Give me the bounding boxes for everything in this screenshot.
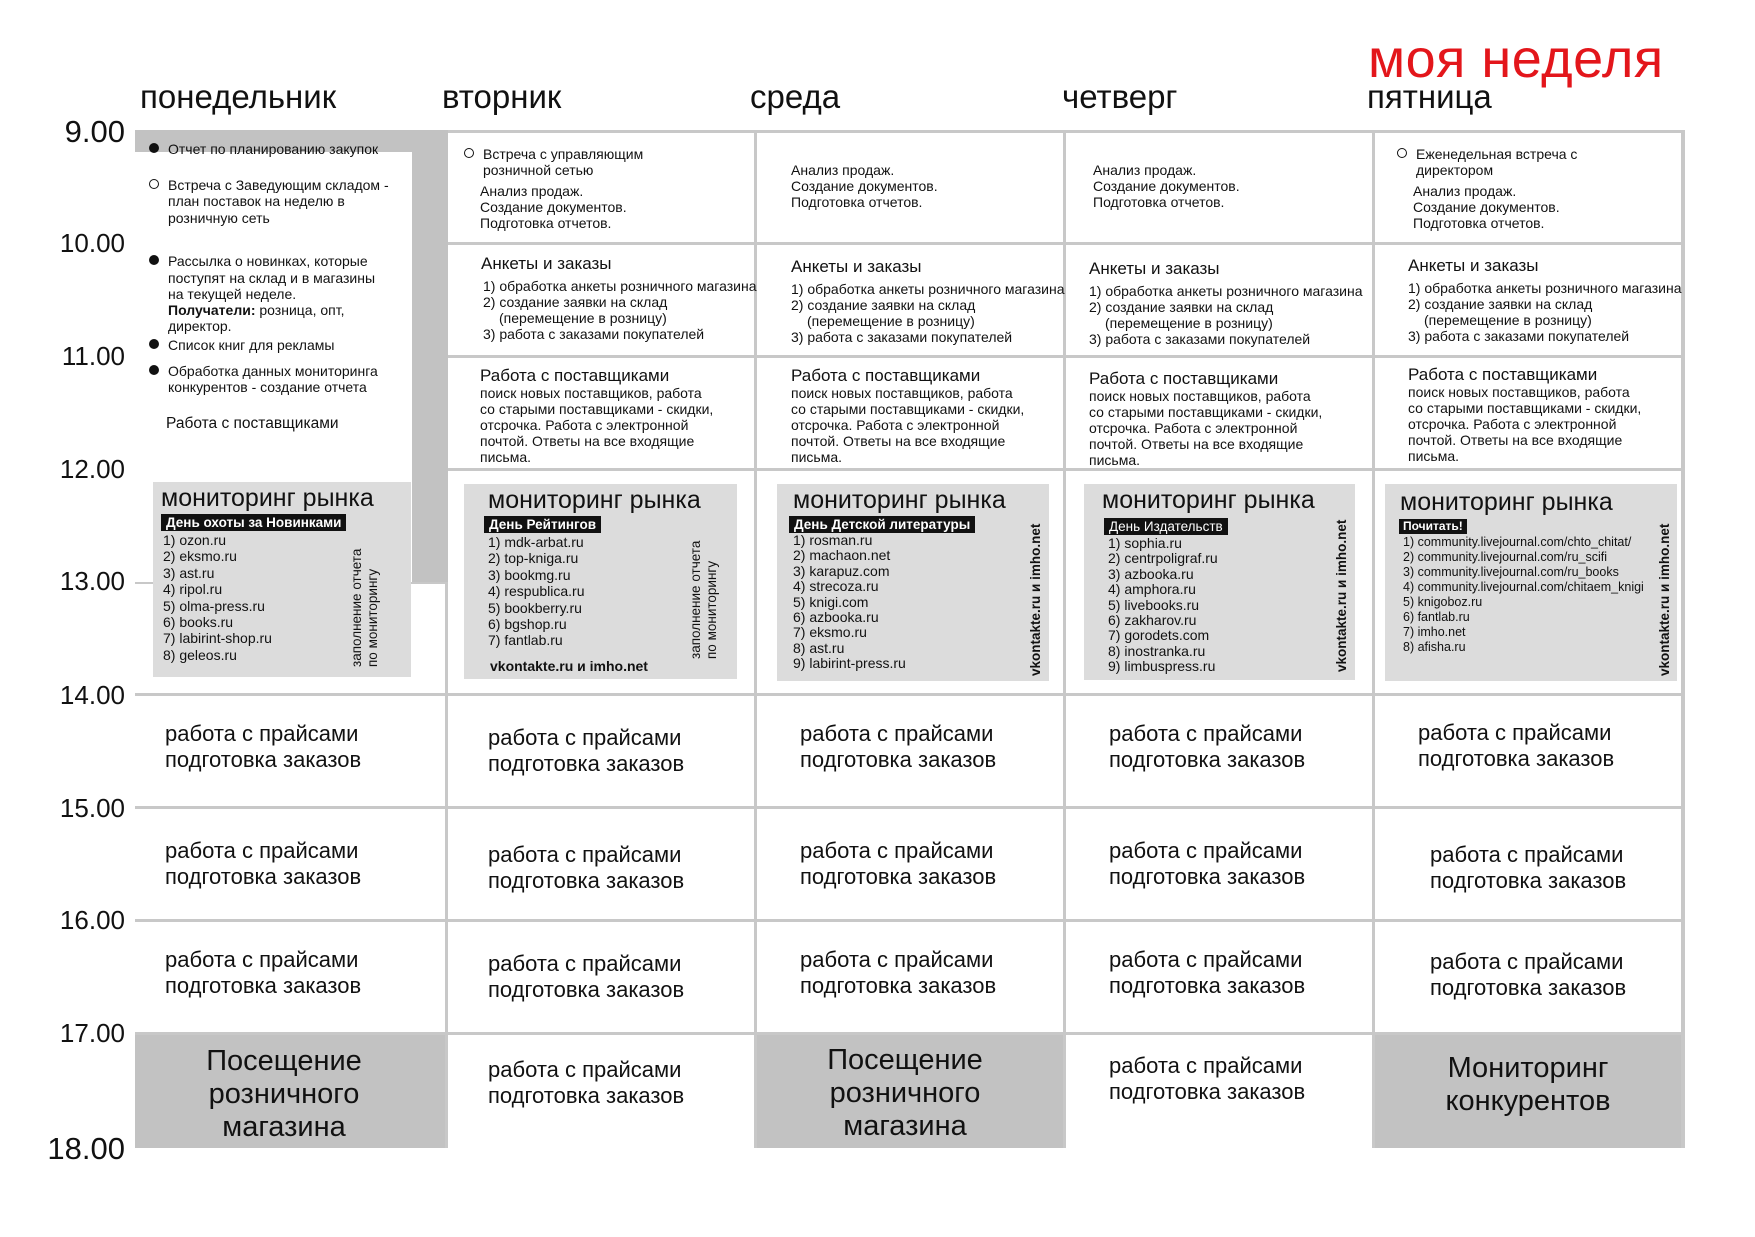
tuesday-slot-12 — [448, 471, 754, 693]
forms-line: 2) создание заявки на склад — [791, 297, 976, 313]
open-bullet-icon — [149, 179, 159, 189]
day-header-tuesday: вторник — [442, 78, 562, 115]
site-item: 3) community.livejournal.com/ru_books — [1403, 565, 1619, 579]
tuesday-slot-15: работа с прайсами подготовка заказов — [448, 809, 754, 919]
hour-label: 11.00 — [61, 341, 125, 371]
site-item: 5) knigoboz.ru — [1403, 595, 1483, 609]
analysis-line: Подготовка отчетов. — [480, 215, 612, 231]
monday-slot-16: работа с прайсами подготовка заказов — [135, 922, 445, 1032]
wednesday-slot-10 — [757, 245, 1063, 355]
site-item: 4) respublica.ru — [488, 583, 585, 600]
suppliers-line: со старыми поставщиками - скидки, — [480, 401, 714, 417]
monday-task-3-line: директор. — [168, 318, 232, 334]
monitoring-tag: День Рейтингов — [484, 516, 601, 533]
monday-task-3-line: поступят на склад и в магазины — [168, 270, 376, 286]
monday-gray-bar — [412, 130, 448, 582]
vk-imho-label: vkontakte.ru и imho.net — [1657, 523, 1672, 676]
site-item: 4) amphora.ru — [1108, 581, 1196, 598]
site-item: 1) sophia.ru — [1108, 535, 1182, 551]
thursday-slot-12 — [1066, 471, 1372, 693]
recipients-label: Получатели: — [168, 302, 256, 318]
site-item: 6) zakharov.ru — [1108, 612, 1197, 629]
suppliers-line: отсрочка. Работа с электронной — [480, 417, 689, 433]
hour-label: 12.00 — [59, 454, 125, 484]
site-item: 7) labirint-shop.ru — [163, 630, 272, 647]
site-item: 6) azbooka.ru — [793, 609, 879, 626]
vk-imho-label: vkontakte.ru и imho.net — [1028, 523, 1043, 676]
friday-slot-14: работа с прайсами подготовка заказов — [1375, 696, 1681, 806]
site-item: 2) centrpoligraf.ru — [1108, 550, 1218, 567]
wednesday-slot-11 — [757, 358, 1063, 468]
hour-label: 17.00 — [59, 1018, 125, 1048]
thursday-slot-10 — [1066, 245, 1372, 355]
schedule-grid — [135, 130, 1685, 1148]
wednesday-slot-9 — [757, 133, 1063, 242]
site-item: 6) books.ru — [163, 614, 234, 631]
analysis-line: Создание документов. — [480, 199, 627, 215]
suppliers-line: поиск новых поставщиков, работа — [791, 385, 1013, 401]
site-item: 7) gorodets.com — [1108, 627, 1210, 644]
site-item: 7) imho.net — [1403, 625, 1466, 639]
tuesday-slot-14: работа с прайсами подготовка заказов — [448, 696, 754, 806]
wednesday-slot-15: работа с прайсами подготовка заказов — [757, 809, 1063, 919]
monday-task-1: Отчет по планированию закупок — [168, 141, 379, 157]
hour-label: 14.00 — [59, 680, 125, 710]
analysis-line: Анализ продаж. — [480, 183, 584, 199]
tuesday-meeting: Встреча с управляющим — [483, 146, 644, 162]
forms-line: (перемещение в розницу) — [499, 310, 667, 326]
hour-label: 15.00 — [59, 793, 125, 823]
site-item: 2) eksmo.ru — [163, 548, 237, 565]
site-item: 1) community.livejournal.com/chto_chitat/ — [1403, 535, 1632, 549]
monitoring-box-monday — [153, 482, 411, 677]
suppliers-line: письма. — [1089, 452, 1140, 468]
hour-label: 13.00 — [59, 566, 125, 596]
analysis-line: Анализ продаж. — [1413, 183, 1517, 199]
suppliers-title: Работа с поставщиками — [1408, 365, 1598, 384]
site-item: 3) ast.ru — [163, 564, 215, 581]
suppliers-line: поиск новых поставщиков, работа — [480, 385, 702, 401]
forms-line: (перемещение в розницу) — [1105, 315, 1273, 331]
site-item: 8) afisha.ru — [1403, 640, 1466, 654]
day-header-monday: понедельник — [140, 78, 337, 115]
monitoring-title: мониторинг рынка — [793, 486, 1006, 514]
suppliers-line: письма. — [791, 449, 842, 465]
monitoring-title: мониторинг рынка — [161, 484, 374, 512]
site-item: 9) labirint-press.ru — [793, 655, 906, 672]
monday-task-5-line: конкурентов - создание отчета — [168, 379, 367, 395]
monday-task-3-line: на текущей неделе. — [168, 286, 297, 302]
wednesday-slot-16: работа с прайсами подготовка заказов — [757, 922, 1063, 1032]
thursday-slot-9 — [1066, 133, 1372, 242]
forms-line: (перемещение в розницу) — [1424, 312, 1592, 328]
friday-meeting: Еженедельная встреча с — [1416, 146, 1578, 162]
forms-title: Анкеты и заказы — [1408, 256, 1539, 275]
wednesday-slot-12 — [757, 471, 1063, 693]
forms-line: 3) работа с заказами покупателей — [483, 326, 705, 342]
wednesday-store-visit: Посещение розничного магазина — [757, 1035, 1063, 1148]
day-header-wednesday: среда — [750, 78, 841, 115]
site-item: 3) karapuz.com — [793, 562, 890, 579]
suppliers-line: отсрочка. Работа с электронной — [1089, 420, 1298, 436]
forms-title: Анкеты и заказы — [481, 254, 612, 273]
monday-store-visit: Посещение розничного магазина — [135, 1035, 445, 1148]
forms-title: Анкеты и заказы — [791, 257, 922, 276]
suppliers-line: письма. — [480, 449, 531, 465]
site-item: 6) bgshop.ru — [488, 616, 567, 633]
day-header-friday: пятница — [1367, 78, 1492, 115]
monitoring-list — [1108, 536, 1218, 675]
monitoring-tag: Почитать! — [1399, 519, 1467, 534]
monitoring-box-tuesday — [464, 484, 737, 679]
forms-line: 1) обработка анкеты розничного магазина — [1089, 283, 1363, 299]
suppliers-line: отсрочка. Работа с электронной — [1408, 416, 1617, 432]
forms-line: 1) обработка анкеты розничного магазина — [1408, 280, 1682, 296]
site-item: 2) top-kniga.ru — [488, 550, 579, 567]
forms-line: 2) создание заявки на склад — [483, 294, 668, 310]
monday-task-2-line: розничную сеть — [168, 210, 270, 226]
tuesday-slot-17: работа с прайсами подготовка заказов — [448, 1035, 754, 1148]
hour-label: 9.00 — [64, 114, 125, 149]
thursday-slot-14: работа с прайсами подготовка заказов — [1066, 696, 1372, 806]
monday-task-3: Рассылка о новинках, которые — [168, 253, 368, 269]
suppliers-line: почтой. Ответы на все входящие — [1408, 432, 1623, 448]
tuesday-slot-11 — [448, 358, 754, 468]
monday-slot-15: работа с прайсами подготовка заказов — [135, 809, 445, 919]
suppliers-line: письма. — [1408, 448, 1459, 464]
suppliers-title: Работа с поставщиками — [791, 366, 981, 385]
site-item: 7) fantlab.ru — [488, 632, 563, 649]
wednesday-slot-14: работа с прайсами подготовка заказов — [757, 696, 1063, 806]
vk-imho-label: vkontakte.ru и imho.net — [1334, 519, 1349, 672]
tuesday-slot-16: работа с прайсами подготовка заказов — [448, 922, 754, 1032]
monitoring-box-friday — [1385, 484, 1677, 681]
monitoring-title: мониторинг рынка — [488, 486, 701, 514]
analysis-line: Подготовка отчетов. — [791, 194, 923, 210]
site-item: 7) eksmo.ru — [793, 624, 867, 641]
open-bullet-icon — [464, 148, 474, 158]
forms-line: 1) обработка анкеты розничного магазина — [791, 281, 1065, 297]
filled-bullet-icon — [149, 143, 159, 153]
analysis-line: Анализ продаж. — [791, 162, 895, 178]
friday-slot-10 — [1375, 245, 1681, 355]
monday-suppliers: Работа с поставщиками — [166, 415, 339, 432]
site-item: 9) limbuspress.ru — [1108, 658, 1216, 675]
forms-line: 1) обработка анкеты розничного магазина — [483, 278, 757, 294]
site-item: 1) rosman.ru — [793, 532, 873, 548]
thursday-slot-17: работа с прайсами подготовка заказов — [1066, 1035, 1372, 1148]
monitoring-list — [163, 532, 272, 663]
monitoring-box-thursday — [1084, 484, 1355, 680]
day-header-thursday: четверг — [1062, 78, 1178, 115]
site-item: 5) knigi.com — [793, 593, 869, 610]
site-item: 8) geleos.ru — [163, 646, 237, 663]
site-item: 4) strecoza.ru — [793, 578, 879, 595]
suppliers-line: со старыми поставщиками - скидки, — [791, 401, 1025, 417]
site-item: 3) azbooka.ru — [1108, 565, 1194, 582]
tuesday-slot-9 — [448, 133, 754, 242]
filled-bullet-icon — [149, 365, 159, 375]
open-bullet-icon — [1397, 148, 1407, 158]
site-item: 3) bookmg.ru — [488, 566, 571, 583]
suppliers-line: со старыми поставщиками - скидки, — [1408, 400, 1642, 416]
analysis-line: Создание документов. — [1093, 178, 1240, 194]
monitoring-title: мониторинг рынка — [1400, 488, 1613, 516]
forms-line: (перемещение в розницу) — [807, 313, 975, 329]
monday-task-2-line: план поставок на неделю в — [168, 193, 345, 209]
suppliers-line: почтой. Ответы на все входящие — [480, 433, 695, 449]
monitoring-list — [793, 533, 906, 672]
tuesday-meeting-line: розничной сетью — [483, 162, 594, 178]
monday-task-2: Встреча с Заведующим складом - — [168, 177, 389, 193]
hour-label: 10.00 — [59, 228, 125, 258]
thursday-slot-16: работа с прайсами подготовка заказов — [1066, 922, 1372, 1032]
suppliers-title: Работа с поставщиками — [1089, 369, 1279, 388]
analysis-line: Анализ продаж. — [1093, 162, 1197, 178]
suppliers-line: отсрочка. Работа с электронной — [791, 417, 1000, 433]
suppliers-title: Работа с поставщиками — [480, 366, 670, 385]
page-title: моя неделя — [1368, 29, 1664, 89]
monitoring-tag: День охоты за Новинками — [161, 514, 346, 531]
hour-label: 18.00 — [47, 1131, 125, 1166]
filled-bullet-icon — [149, 339, 159, 349]
forms-line: 2) создание заявки на склад — [1089, 299, 1274, 315]
monitoring-report-note: заполнение отчета по мониторингу — [349, 548, 380, 667]
friday-slot-16: работа с прайсами подготовка заказов — [1375, 922, 1681, 1032]
site-item: 5) livebooks.ru — [1108, 596, 1200, 613]
suppliers-line: поиск новых поставщиков, работа — [1408, 384, 1630, 400]
site-item: 6) fantlab.ru — [1403, 610, 1470, 624]
friday-meeting-line: директором — [1416, 162, 1494, 178]
friday-slot-12 — [1375, 471, 1681, 693]
site-item: 5) bookberry.ru — [488, 599, 582, 616]
monitoring-list — [1403, 535, 1644, 655]
monitoring-box-wednesday — [777, 484, 1049, 681]
suppliers-line: почтой. Ответы на все входящие — [791, 433, 1006, 449]
monitoring-tag: День Детской литературы — [789, 516, 975, 533]
tuesday-slot-10 — [448, 245, 757, 355]
analysis-line: Создание документов. — [1413, 199, 1560, 215]
thursday-slot-15: работа с прайсами подготовка заказов — [1066, 809, 1372, 919]
vk-imho-label: vkontakte.ru и imho.net — [490, 658, 648, 674]
site-item: 1) mdk-arbat.ru — [488, 534, 584, 550]
recipients-value: розница, опт, — [255, 302, 345, 318]
forms-line: 2) создание заявки на склад — [1408, 296, 1593, 312]
forms-line: 3) работа с заказами покупателей — [1408, 328, 1630, 344]
site-item: 4) community.livejournal.com/chitaem_knigi — [1403, 580, 1644, 594]
friday-slot-9 — [1375, 133, 1681, 242]
site-item: 1) ozon.ru — [163, 532, 227, 548]
analysis-line: Создание документов. — [791, 178, 938, 194]
suppliers-line: почтой. Ответы на все входящие — [1089, 436, 1304, 452]
friday-slot-15: работа с прайсами подготовка заказов — [1375, 809, 1681, 919]
friday-competitor-monitoring: Мониторинг конкурентов — [1375, 1035, 1681, 1148]
monitoring-report-note: заполнение отчета по мониторингу — [688, 540, 719, 659]
site-item: 4) ripol.ru — [163, 581, 223, 598]
analysis-line: Подготовка отчетов. — [1093, 194, 1225, 210]
hour-label: 16.00 — [59, 905, 125, 935]
monday-slot-14: работа с прайсами подготовка заказов — [135, 696, 445, 806]
monday-task-5: Обработка данных мониторинга — [168, 363, 378, 379]
suppliers-line: поиск новых поставщиков, работа — [1089, 388, 1311, 404]
forms-line: 3) работа с заказами покупателей — [791, 329, 1013, 345]
site-item: 5) olma-press.ru — [163, 597, 265, 614]
monday-task-4: Список книг для рекламы — [168, 337, 335, 353]
filled-bullet-icon — [149, 255, 159, 265]
thursday-slot-11 — [1066, 358, 1372, 468]
suppliers-line: со старыми поставщиками - скидки, — [1089, 404, 1323, 420]
site-item: 2) community.livejournal.com/ru_scifi — [1403, 550, 1607, 564]
monitoring-list — [488, 534, 585, 649]
site-item: 2) machaon.net — [793, 547, 891, 564]
monitoring-title: мониторинг рынка — [1102, 486, 1315, 514]
site-item: 8) inostranka.ru — [1108, 642, 1206, 659]
analysis-line: Подготовка отчетов. — [1413, 215, 1545, 231]
friday-slot-11 — [1375, 358, 1681, 468]
monitoring-tag: День Издательств — [1104, 518, 1228, 535]
forms-line: 3) работа с заказами покупателей — [1089, 331, 1311, 347]
site-item: 8) ast.ru — [793, 639, 845, 656]
forms-title: Анкеты и заказы — [1089, 259, 1220, 278]
